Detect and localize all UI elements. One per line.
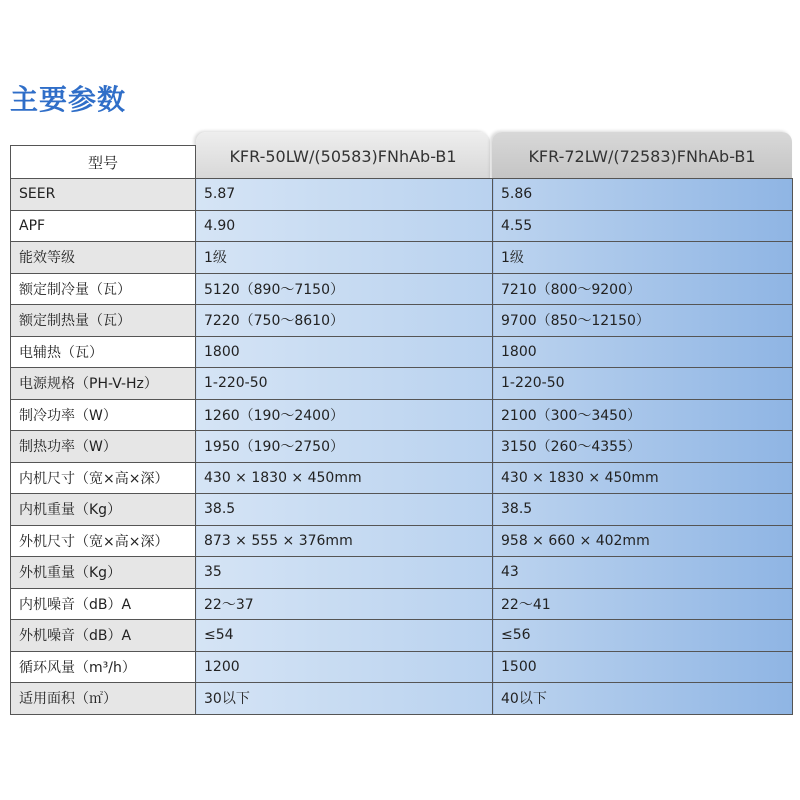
model-1-value-cell: 1260（190～2400） [196, 399, 493, 431]
model-2-value-cell: 1500 [493, 651, 793, 683]
table-row [11, 683, 793, 715]
model-2-value-cell: 40以下 [493, 683, 793, 715]
table-row [11, 588, 793, 620]
header-spacer-2 [493, 146, 793, 179]
model-1-value-cell: 5120（890～7150） [196, 273, 493, 305]
spec-label-cell: 循环风量（m³/h） [11, 651, 196, 683]
model-2-value-cell: 7210（800～9200） [493, 273, 793, 305]
table-row [11, 620, 793, 652]
model-1-value-cell: 873 × 555 × 376mm [196, 525, 493, 557]
spec-label-cell: 制热功率（W） [11, 431, 196, 463]
model-2-value-cell: 4.55 [493, 210, 793, 242]
spec-label-cell: APF [11, 210, 196, 242]
spec-label-cell: 外机噪音（dB）A [11, 620, 196, 652]
spec-label-cell: 额定制热量（瓦） [11, 305, 196, 337]
model-1-value-cell: 430 × 1830 × 450mm [196, 462, 493, 494]
spec-label-cell: 内机重量（Kg） [11, 494, 196, 526]
model-1-value-cell: 4.90 [196, 210, 493, 242]
model-label-cell: 型号 [11, 146, 196, 179]
model-1-value-cell: 5.87 [196, 179, 493, 211]
spec-label-cell: 外机重量（Kg） [11, 557, 196, 589]
model-1-value-cell: ≤54 [196, 620, 493, 652]
table-row [11, 336, 793, 368]
model-1-value-cell: 1-220-50 [196, 368, 493, 400]
table-row [11, 525, 793, 557]
table-row [11, 431, 793, 463]
spec-label-cell: 内机尺寸（宽×高×深） [11, 462, 196, 494]
model-2-value-cell: 43 [493, 557, 793, 589]
table-row [11, 651, 793, 683]
spec-label-cell: 制冷功率（W） [11, 399, 196, 431]
model-2-value-cell: 5.86 [493, 179, 793, 211]
spec-label-cell: 电源规格（PH-V-Hz） [11, 368, 196, 400]
table-row [11, 494, 793, 526]
model-2-value-cell: ≤56 [493, 620, 793, 652]
table-row [11, 273, 793, 305]
table-row [11, 305, 793, 337]
header-spacer-1 [196, 146, 493, 179]
model-1-value-cell: 35 [196, 557, 493, 589]
model-1-value-cell: 1200 [196, 651, 493, 683]
table-row [11, 179, 793, 211]
table-row [11, 368, 793, 400]
model-1-value-cell: 1级 [196, 242, 493, 274]
model-1-value-cell: 22～37 [196, 588, 493, 620]
spec-label-cell: SEER [11, 179, 196, 211]
model-2-value-cell: 1800 [493, 336, 793, 368]
model-2-value-cell: 958 × 660 × 402mm [493, 525, 793, 557]
table-header-row [11, 146, 793, 179]
spec-label-cell: 内机噪音（dB）A [11, 588, 196, 620]
model-2-value-cell: 1级 [493, 242, 793, 274]
table-row [11, 462, 793, 494]
model-2-value-cell: 22～41 [493, 588, 793, 620]
model-1-value-cell: 7220（750～8610） [196, 305, 493, 337]
model-1-value-cell: 1950（190～2750） [196, 431, 493, 463]
spec-label-cell: 外机尺寸（宽×高×深） [11, 525, 196, 557]
spec-table [10, 145, 793, 715]
spec-label-cell: 适用面积（㎡） [11, 683, 196, 715]
table-row [11, 210, 793, 242]
table-row [11, 242, 793, 274]
model-1-value-cell: 38.5 [196, 494, 493, 526]
model-2-value-cell: 430 × 1830 × 450mm [493, 462, 793, 494]
spec-label-cell: 额定制冷量（瓦） [11, 273, 196, 305]
spec-label-cell: 电辅热（瓦） [11, 336, 196, 368]
model-2-value-cell: 1-220-50 [493, 368, 793, 400]
model-2-header: KFR-72LW/(72583)FNhAb-B1 [492, 132, 792, 180]
model-2-value-cell: 9700（850～12150） [493, 305, 793, 337]
model-1-header: KFR-50LW/(50583)FNhAb-B1 [196, 132, 490, 180]
spec-label-cell: 能效等级 [11, 242, 196, 274]
model-2-value-cell: 2100（300～3450） [493, 399, 793, 431]
page-title: 主要参数 [10, 83, 127, 116]
model-1-value-cell: 1800 [196, 336, 493, 368]
table-row [11, 399, 793, 431]
model-1-value-cell: 30以下 [196, 683, 493, 715]
model-2-value-cell: 38.5 [493, 494, 793, 526]
model-2-value-cell: 3150（260～4355） [493, 431, 793, 463]
table-row [11, 557, 793, 589]
